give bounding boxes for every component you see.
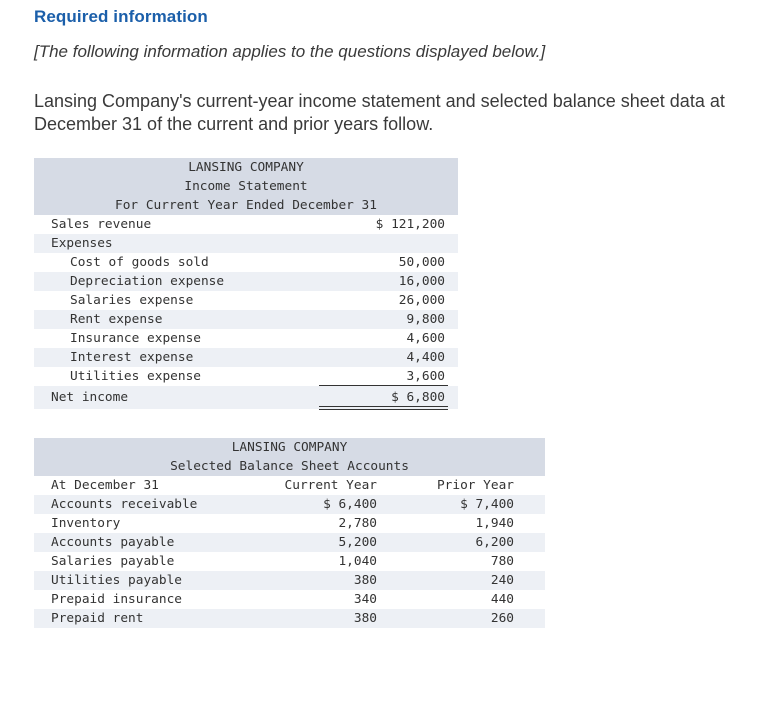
bs-title: Selected Balance Sheet Accounts bbox=[34, 457, 545, 476]
bs-row bbox=[34, 514, 545, 533]
bs-row bbox=[34, 552, 545, 571]
bs-row-prior: $ 7,400 bbox=[460, 497, 514, 512]
expense-value: 3,600 bbox=[406, 369, 445, 384]
expense-label: Cost of goods sold bbox=[70, 255, 209, 270]
bs-row-prior: 6,200 bbox=[475, 535, 514, 550]
bs-row-label: Utilities payable bbox=[51, 573, 182, 588]
bs-row-prior: 260 bbox=[490, 611, 514, 626]
expense-row bbox=[34, 291, 458, 310]
expenses-label: Expenses bbox=[51, 236, 113, 251]
is-expenses-row bbox=[34, 234, 458, 253]
bs-row-label: Accounts payable bbox=[51, 535, 175, 550]
expense-row bbox=[34, 310, 458, 329]
expense-value: 4,600 bbox=[406, 331, 445, 346]
bs-row-label: Prepaid rent bbox=[51, 611, 144, 626]
bs-row-current: 380 bbox=[353, 611, 377, 626]
bs-row-current: 380 bbox=[353, 573, 377, 588]
double-underline bbox=[319, 406, 448, 410]
bs-row bbox=[34, 590, 545, 609]
is-company-name: LANSING COMPANY bbox=[34, 158, 458, 177]
expense-value: 50,000 bbox=[398, 255, 445, 270]
bs-company-name: LANSING COMPANY bbox=[34, 438, 545, 457]
expense-row bbox=[34, 329, 458, 348]
intro-note: [The following information applies to the questions displayed below.] bbox=[34, 42, 546, 61]
col-header-current: Current Year bbox=[284, 478, 377, 493]
expense-row bbox=[34, 348, 458, 367]
col-header-label: At December 31 bbox=[51, 478, 159, 493]
expense-value: 26,000 bbox=[398, 293, 445, 308]
income-statement-table bbox=[34, 158, 458, 409]
bs-row bbox=[34, 571, 545, 590]
bs-column-header-row bbox=[34, 476, 545, 495]
expense-value: 9,800 bbox=[406, 312, 445, 327]
section-heading: Required information bbox=[34, 7, 208, 26]
sales-label: Sales revenue bbox=[51, 217, 152, 232]
bs-row-current: 340 bbox=[353, 592, 377, 607]
net-income-value: $ 6,800 bbox=[391, 390, 445, 405]
expense-label: Insurance expense bbox=[70, 331, 201, 346]
expense-label: Depreciation expense bbox=[70, 274, 225, 289]
bs-row-prior: 240 bbox=[490, 573, 514, 588]
is-title: Income Statement bbox=[34, 177, 458, 196]
bs-row-label: Accounts receivable bbox=[51, 497, 198, 512]
expense-value: 16,000 bbox=[398, 274, 445, 289]
problem-paragraph: Lansing Company's current-year income statement and selected balance sheet data at December 31 of the current and prior years follow. bbox=[34, 91, 725, 134]
bs-row-current: 2,780 bbox=[338, 516, 377, 531]
bs-row bbox=[34, 495, 545, 514]
bs-row-current: $ 6,400 bbox=[323, 497, 377, 512]
bs-row bbox=[34, 609, 545, 628]
bs-row-current: 1,040 bbox=[338, 554, 377, 569]
expense-row bbox=[34, 367, 458, 386]
bs-row-label: Salaries payable bbox=[51, 554, 175, 569]
bs-row-label: Prepaid insurance bbox=[51, 592, 182, 607]
expense-label: Salaries expense bbox=[70, 293, 194, 308]
expense-row bbox=[34, 272, 458, 291]
expense-value: 4,400 bbox=[406, 350, 445, 365]
bs-row-current: 5,200 bbox=[338, 535, 377, 550]
is-sales-row bbox=[34, 215, 458, 234]
bs-row-prior: 780 bbox=[490, 554, 514, 569]
expense-label: Utilities expense bbox=[70, 369, 201, 384]
bs-row-label: Inventory bbox=[51, 516, 121, 531]
expense-label: Rent expense bbox=[70, 312, 163, 327]
is-period: For Current Year Ended December 31 bbox=[34, 196, 458, 215]
expense-row bbox=[34, 253, 458, 272]
is-net-income-row bbox=[34, 386, 458, 409]
bs-row bbox=[34, 533, 545, 552]
net-income-label: Net income bbox=[51, 390, 129, 405]
bs-row-prior: 1,940 bbox=[475, 516, 514, 531]
expense-label: Interest expense bbox=[70, 350, 194, 365]
sales-value: $ 121,200 bbox=[375, 217, 445, 232]
col-header-prior: Prior Year bbox=[436, 478, 514, 493]
bs-row-prior: 440 bbox=[490, 592, 514, 607]
balance-sheet-table bbox=[34, 438, 545, 628]
